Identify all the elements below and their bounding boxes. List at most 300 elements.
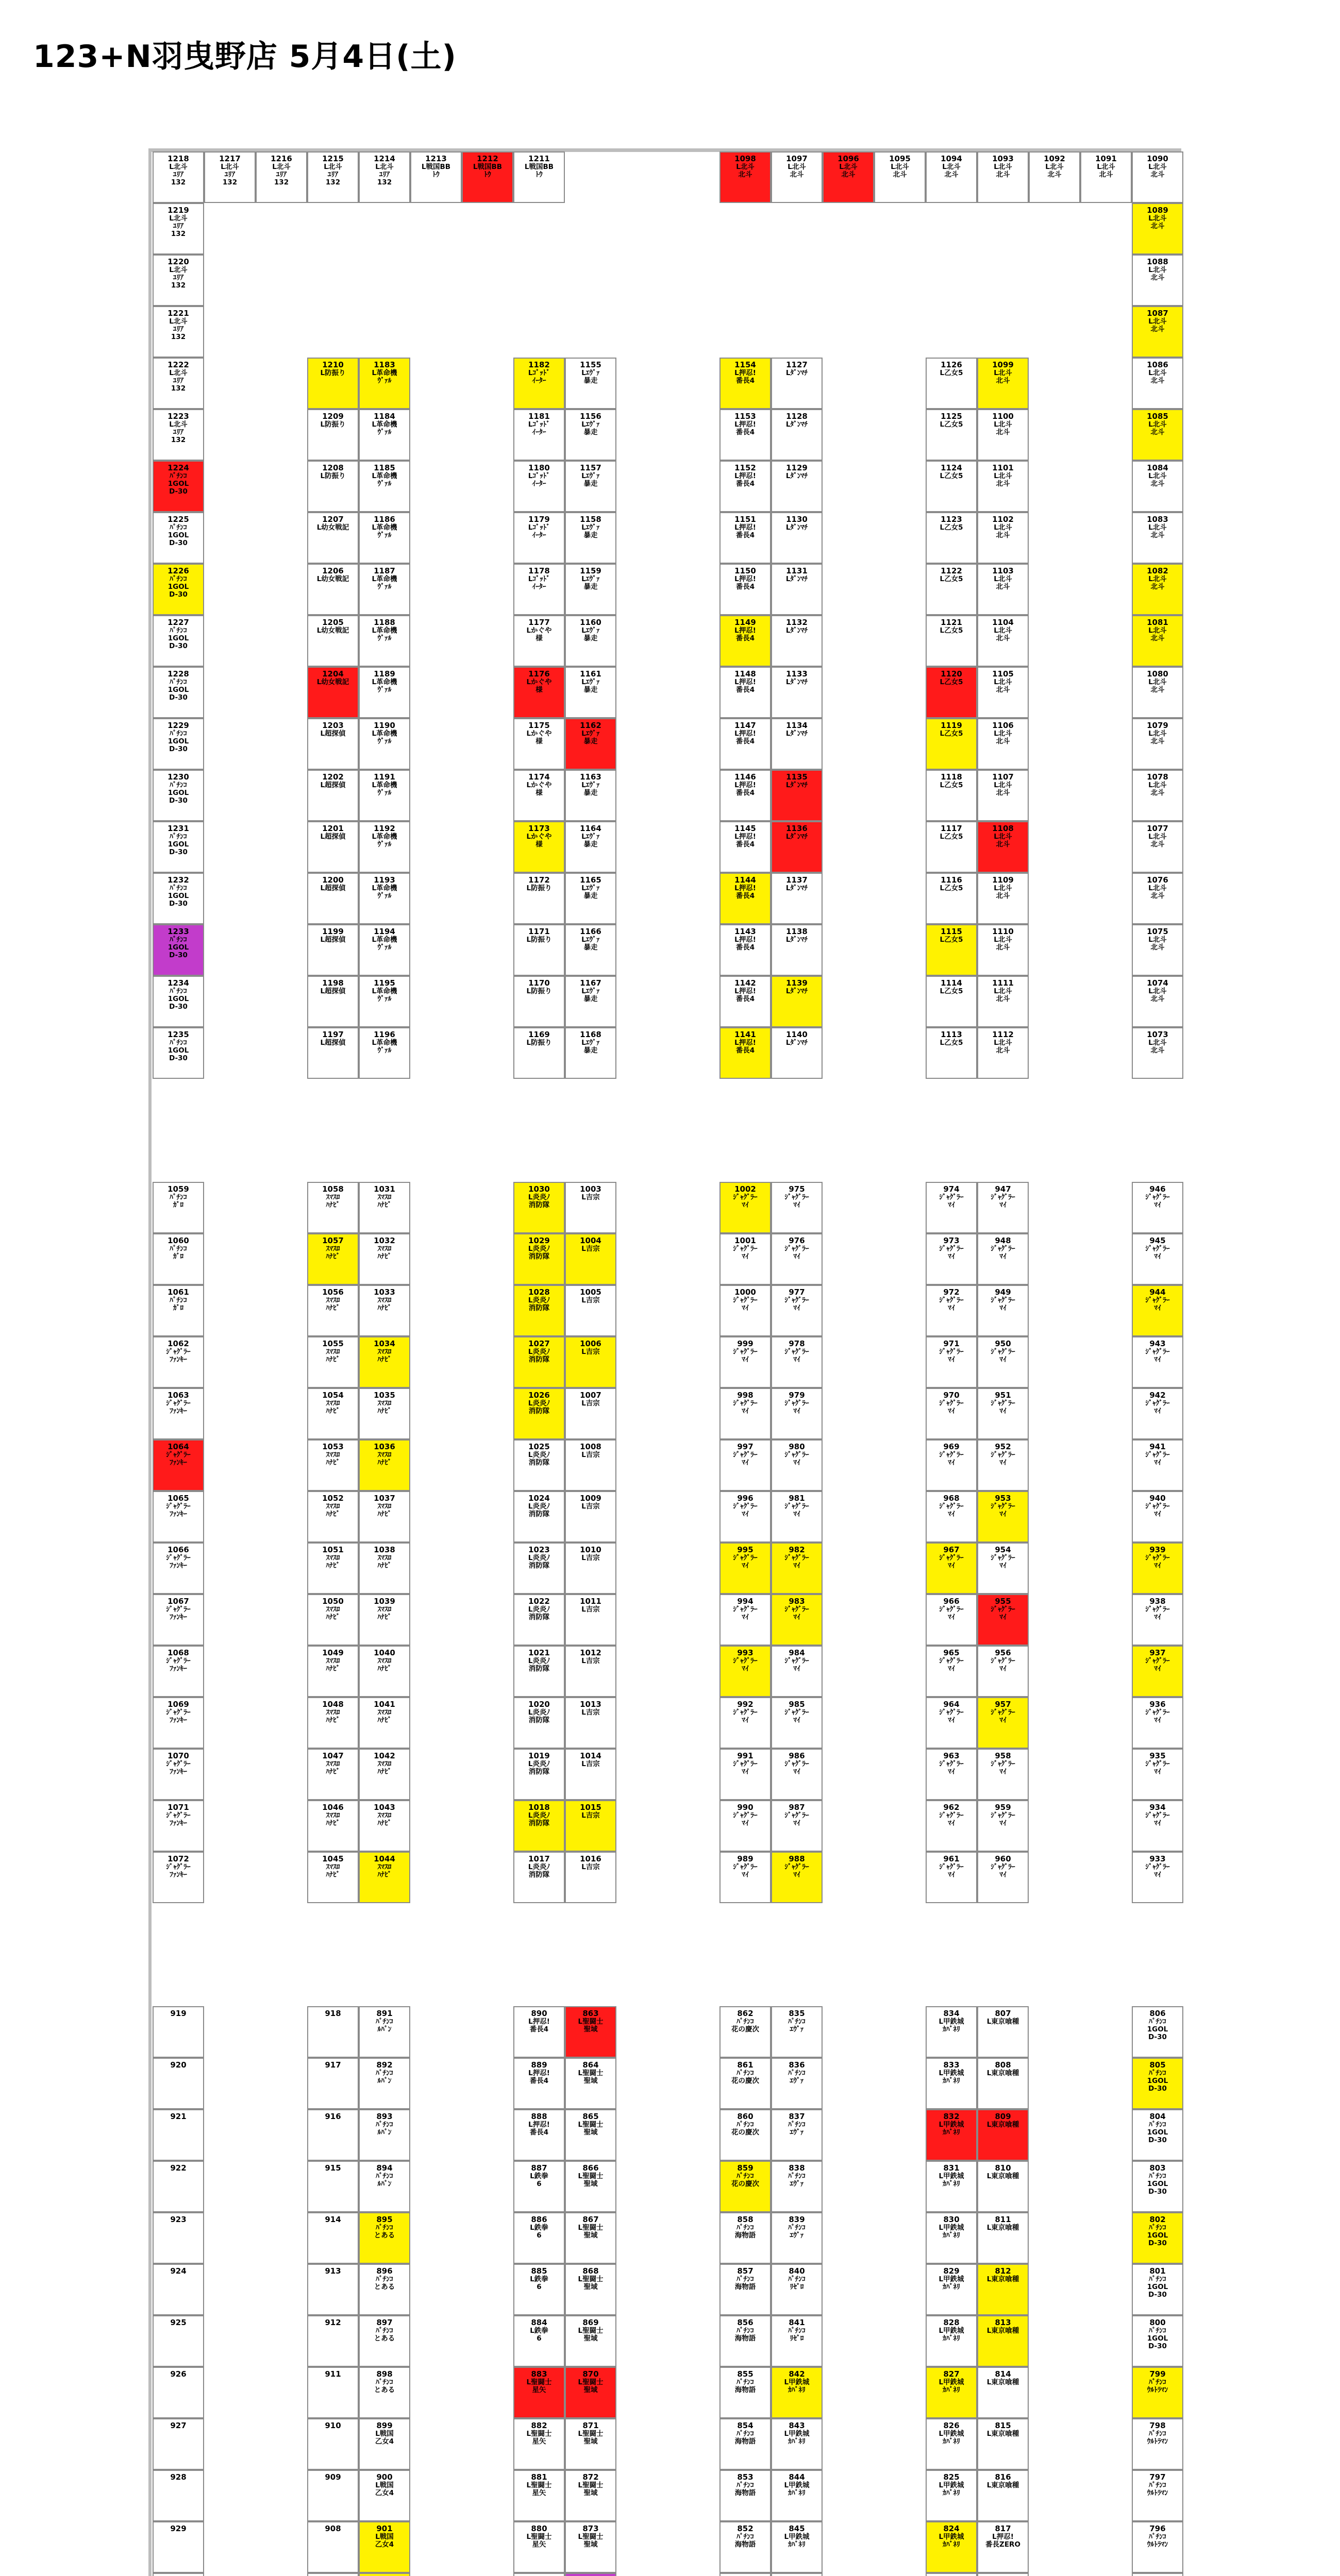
- machine-cell[interactable]: [307, 1285, 359, 1336]
- machine-cell[interactable]: [1132, 718, 1183, 770]
- machine-cell[interactable]: [359, 1336, 410, 1388]
- machine-cell[interactable]: [513, 2521, 565, 2573]
- machine-cell[interactable]: [823, 151, 874, 203]
- machine-cell[interactable]: [565, 821, 616, 873]
- machine-cell[interactable]: [307, 1749, 359, 1800]
- machine-cell[interactable]: [977, 2006, 1029, 2058]
- machine-cell[interactable]: [513, 2315, 565, 2367]
- machine-cell[interactable]: [719, 409, 771, 461]
- machine-cell[interactable]: [153, 1697, 204, 1749]
- machine-cell[interactable]: [719, 2521, 771, 2573]
- machine-cell[interactable]: [153, 1027, 204, 1079]
- machine-cell[interactable]: [513, 1027, 565, 1079]
- machine-cell[interactable]: [926, 1027, 977, 1079]
- machine-cell[interactable]: [565, 1388, 616, 1439]
- machine-cell[interactable]: [771, 2367, 823, 2418]
- machine-cell[interactable]: [565, 2367, 616, 2418]
- machine-cell[interactable]: [926, 1594, 977, 1646]
- machine-cell[interactable]: [513, 2573, 565, 2576]
- machine-cell[interactable]: [719, 1233, 771, 1285]
- machine-cell[interactable]: [307, 821, 359, 873]
- machine-cell[interactable]: [771, 358, 823, 409]
- machine-cell[interactable]: [977, 924, 1029, 976]
- machine-cell[interactable]: [719, 667, 771, 718]
- machine-cell[interactable]: [977, 873, 1029, 924]
- machine-cell[interactable]: [926, 873, 977, 924]
- machine-cell[interactable]: [513, 1543, 565, 1594]
- machine-cell[interactable]: [307, 564, 359, 615]
- machine-cell[interactable]: [719, 1543, 771, 1594]
- machine-cell[interactable]: [513, 2470, 565, 2521]
- machine-cell[interactable]: [719, 821, 771, 873]
- machine-cell[interactable]: [153, 976, 204, 1027]
- machine-cell[interactable]: [977, 2264, 1029, 2315]
- machine-cell[interactable]: [153, 1285, 204, 1336]
- machine-cell[interactable]: [565, 667, 616, 718]
- machine-cell[interactable]: [1132, 409, 1183, 461]
- machine-cell[interactable]: [565, 2264, 616, 2315]
- machine-cell[interactable]: [359, 2109, 410, 2161]
- machine-cell[interactable]: [153, 306, 204, 358]
- machine-cell[interactable]: [513, 1646, 565, 1697]
- machine-cell[interactable]: [307, 2058, 359, 2109]
- machine-cell[interactable]: [153, 1182, 204, 1233]
- machine-cell[interactable]: [462, 151, 513, 203]
- machine-cell[interactable]: [926, 1800, 977, 1852]
- machine-cell[interactable]: [513, 1233, 565, 1285]
- machine-cell[interactable]: [771, 770, 823, 821]
- machine-cell[interactable]: [719, 1439, 771, 1491]
- machine-cell[interactable]: [926, 2367, 977, 2418]
- machine-cell[interactable]: [153, 358, 204, 409]
- machine-cell[interactable]: [771, 2418, 823, 2470]
- machine-cell[interactable]: [307, 1182, 359, 1233]
- machine-cell[interactable]: [926, 409, 977, 461]
- machine-cell[interactable]: [977, 1852, 1029, 1903]
- machine-cell[interactable]: [153, 1594, 204, 1646]
- machine-cell[interactable]: [1132, 2109, 1183, 2161]
- machine-cell[interactable]: [719, 461, 771, 512]
- machine-cell[interactable]: [513, 1336, 565, 1388]
- machine-cell[interactable]: [1132, 255, 1183, 306]
- machine-cell[interactable]: [1132, 1439, 1183, 1491]
- machine-cell[interactable]: [513, 821, 565, 873]
- machine-cell[interactable]: [926, 1233, 977, 1285]
- machine-cell[interactable]: [926, 564, 977, 615]
- machine-cell[interactable]: [926, 2109, 977, 2161]
- machine-cell[interactable]: [153, 1543, 204, 1594]
- machine-cell[interactable]: [926, 976, 977, 1027]
- machine-cell[interactable]: [513, 151, 565, 203]
- machine-cell[interactable]: [926, 2161, 977, 2212]
- machine-cell[interactable]: [977, 615, 1029, 667]
- machine-cell[interactable]: [565, 2109, 616, 2161]
- machine-cell[interactable]: [204, 151, 256, 203]
- machine-cell[interactable]: [1132, 203, 1183, 255]
- machine-cell[interactable]: [926, 1285, 977, 1336]
- machine-cell[interactable]: [307, 151, 359, 203]
- machine-cell[interactable]: [153, 770, 204, 821]
- machine-cell[interactable]: [977, 1800, 1029, 1852]
- machine-cell[interactable]: [771, 151, 823, 203]
- machine-cell[interactable]: [1132, 2161, 1183, 2212]
- machine-cell[interactable]: [719, 1594, 771, 1646]
- machine-cell[interactable]: [719, 1182, 771, 1233]
- machine-cell[interactable]: [359, 1749, 410, 1800]
- machine-cell[interactable]: [926, 1646, 977, 1697]
- machine-cell[interactable]: [771, 976, 823, 1027]
- machine-cell[interactable]: [153, 667, 204, 718]
- machine-cell[interactable]: [359, 2470, 410, 2521]
- machine-cell[interactable]: [565, 976, 616, 1027]
- machine-cell[interactable]: [771, 2109, 823, 2161]
- machine-cell[interactable]: [977, 1543, 1029, 1594]
- machine-cell[interactable]: [307, 1594, 359, 1646]
- machine-cell[interactable]: [719, 976, 771, 1027]
- machine-cell[interactable]: [1132, 1285, 1183, 1336]
- machine-cell[interactable]: [926, 358, 977, 409]
- machine-cell[interactable]: [513, 2367, 565, 2418]
- machine-cell[interactable]: [307, 770, 359, 821]
- machine-cell[interactable]: [771, 1233, 823, 1285]
- machine-cell[interactable]: [926, 667, 977, 718]
- machine-cell[interactable]: [977, 358, 1029, 409]
- machine-cell[interactable]: [307, 1336, 359, 1388]
- machine-cell[interactable]: [153, 1233, 204, 1285]
- machine-cell[interactable]: [513, 718, 565, 770]
- machine-cell[interactable]: [359, 976, 410, 1027]
- machine-cell[interactable]: [359, 1800, 410, 1852]
- machine-cell[interactable]: [926, 1388, 977, 1439]
- machine-cell[interactable]: [1132, 358, 1183, 409]
- machine-cell[interactable]: [513, 1697, 565, 1749]
- machine-cell[interactable]: [359, 2264, 410, 2315]
- machine-cell[interactable]: [153, 2109, 204, 2161]
- machine-cell[interactable]: [1132, 1749, 1183, 1800]
- machine-cell[interactable]: [359, 512, 410, 564]
- machine-cell[interactable]: [719, 2367, 771, 2418]
- machine-cell[interactable]: [926, 718, 977, 770]
- machine-cell[interactable]: [977, 976, 1029, 1027]
- machine-cell[interactable]: [1132, 976, 1183, 1027]
- machine-cell[interactable]: [1132, 2470, 1183, 2521]
- machine-cell[interactable]: [719, 924, 771, 976]
- machine-cell[interactable]: [153, 2161, 204, 2212]
- machine-cell[interactable]: [771, 1027, 823, 1079]
- machine-cell[interactable]: [307, 1439, 359, 1491]
- machine-cell[interactable]: [513, 1491, 565, 1543]
- machine-cell[interactable]: [153, 461, 204, 512]
- machine-cell[interactable]: [153, 2573, 204, 2576]
- machine-cell[interactable]: [977, 2573, 1029, 2576]
- machine-cell[interactable]: [513, 1852, 565, 1903]
- machine-cell[interactable]: [719, 1388, 771, 1439]
- machine-cell[interactable]: [565, 2470, 616, 2521]
- machine-cell[interactable]: [1132, 2521, 1183, 2573]
- machine-cell[interactable]: [771, 2006, 823, 2058]
- machine-cell[interactable]: [719, 2058, 771, 2109]
- machine-cell[interactable]: [565, 461, 616, 512]
- machine-cell[interactable]: [977, 2418, 1029, 2470]
- machine-cell[interactable]: [771, 821, 823, 873]
- machine-cell[interactable]: [307, 667, 359, 718]
- machine-cell[interactable]: [977, 1491, 1029, 1543]
- machine-cell[interactable]: [513, 1285, 565, 1336]
- machine-cell[interactable]: [513, 461, 565, 512]
- machine-cell[interactable]: [565, 2418, 616, 2470]
- machine-cell[interactable]: [926, 2573, 977, 2576]
- machine-cell[interactable]: [926, 1491, 977, 1543]
- machine-cell[interactable]: [565, 1800, 616, 1852]
- machine-cell[interactable]: [719, 2418, 771, 2470]
- machine-cell[interactable]: [926, 1439, 977, 1491]
- machine-cell[interactable]: [565, 1594, 616, 1646]
- machine-cell[interactable]: [977, 1233, 1029, 1285]
- machine-cell[interactable]: [771, 718, 823, 770]
- machine-cell[interactable]: [307, 615, 359, 667]
- machine-cell[interactable]: [1132, 2212, 1183, 2264]
- machine-cell[interactable]: [565, 512, 616, 564]
- machine-cell[interactable]: [307, 1388, 359, 1439]
- machine-cell[interactable]: [977, 2315, 1029, 2367]
- machine-cell[interactable]: [719, 1285, 771, 1336]
- machine-cell[interactable]: [153, 2264, 204, 2315]
- machine-cell[interactable]: [926, 1697, 977, 1749]
- machine-cell[interactable]: [926, 1852, 977, 1903]
- machine-cell[interactable]: [153, 255, 204, 306]
- machine-cell[interactable]: [771, 1852, 823, 1903]
- machine-cell[interactable]: [1132, 873, 1183, 924]
- machine-cell[interactable]: [719, 2315, 771, 2367]
- machine-cell[interactable]: [771, 924, 823, 976]
- machine-cell[interactable]: [513, 2264, 565, 2315]
- machine-cell[interactable]: [771, 2161, 823, 2212]
- machine-cell[interactable]: [771, 2521, 823, 2573]
- machine-cell[interactable]: [359, 770, 410, 821]
- machine-cell[interactable]: [307, 976, 359, 1027]
- machine-cell[interactable]: [359, 2521, 410, 2573]
- machine-cell[interactable]: [771, 512, 823, 564]
- machine-cell[interactable]: [977, 1594, 1029, 1646]
- machine-cell[interactable]: [359, 1594, 410, 1646]
- machine-cell[interactable]: [771, 1491, 823, 1543]
- machine-cell[interactable]: [307, 1233, 359, 1285]
- machine-cell[interactable]: [307, 2367, 359, 2418]
- machine-cell[interactable]: [307, 924, 359, 976]
- machine-cell[interactable]: [359, 718, 410, 770]
- machine-cell[interactable]: [359, 1646, 410, 1697]
- machine-cell[interactable]: [771, 1800, 823, 1852]
- machine-cell[interactable]: [771, 1182, 823, 1233]
- machine-cell[interactable]: [926, 151, 977, 203]
- machine-cell[interactable]: [565, 564, 616, 615]
- machine-cell[interactable]: [1132, 461, 1183, 512]
- machine-cell[interactable]: [926, 2418, 977, 2470]
- machine-cell[interactable]: [153, 2418, 204, 2470]
- machine-cell[interactable]: [410, 151, 462, 203]
- machine-cell[interactable]: [874, 151, 926, 203]
- machine-cell[interactable]: [926, 2058, 977, 2109]
- machine-cell[interactable]: [307, 2264, 359, 2315]
- machine-cell[interactable]: [977, 1697, 1029, 1749]
- machine-cell[interactable]: [153, 2521, 204, 2573]
- machine-cell[interactable]: [359, 151, 410, 203]
- machine-cell[interactable]: [513, 976, 565, 1027]
- machine-cell[interactable]: [153, 409, 204, 461]
- machine-cell[interactable]: [1132, 1388, 1183, 1439]
- machine-cell[interactable]: [719, 1646, 771, 1697]
- machine-cell[interactable]: [513, 1800, 565, 1852]
- machine-cell[interactable]: [771, 1594, 823, 1646]
- machine-cell[interactable]: [771, 1697, 823, 1749]
- machine-cell[interactable]: [771, 1439, 823, 1491]
- machine-cell[interactable]: [977, 1388, 1029, 1439]
- machine-cell[interactable]: [771, 2470, 823, 2521]
- machine-cell[interactable]: [926, 2212, 977, 2264]
- machine-cell[interactable]: [307, 718, 359, 770]
- machine-cell[interactable]: [565, 409, 616, 461]
- machine-cell[interactable]: [719, 1749, 771, 1800]
- machine-cell[interactable]: [977, 1646, 1029, 1697]
- machine-cell[interactable]: [977, 2161, 1029, 2212]
- machine-cell[interactable]: [1132, 1697, 1183, 1749]
- machine-cell[interactable]: [771, 2264, 823, 2315]
- machine-cell[interactable]: [307, 2573, 359, 2576]
- machine-cell[interactable]: [771, 2573, 823, 2576]
- machine-cell[interactable]: [977, 2470, 1029, 2521]
- machine-cell[interactable]: [926, 821, 977, 873]
- machine-cell[interactable]: [153, 718, 204, 770]
- machine-cell[interactable]: [307, 2109, 359, 2161]
- machine-cell[interactable]: [1132, 1800, 1183, 1852]
- machine-cell[interactable]: [1132, 1233, 1183, 1285]
- machine-cell[interactable]: [565, 2006, 616, 2058]
- machine-cell[interactable]: [307, 409, 359, 461]
- machine-cell[interactable]: [153, 1388, 204, 1439]
- machine-cell[interactable]: [719, 512, 771, 564]
- machine-cell[interactable]: [256, 151, 307, 203]
- machine-cell[interactable]: [977, 770, 1029, 821]
- machine-cell[interactable]: [719, 1336, 771, 1388]
- machine-cell[interactable]: [513, 770, 565, 821]
- machine-cell[interactable]: [359, 1439, 410, 1491]
- machine-cell[interactable]: [153, 203, 204, 255]
- machine-cell[interactable]: [1132, 512, 1183, 564]
- machine-cell[interactable]: [1132, 564, 1183, 615]
- machine-cell[interactable]: [307, 358, 359, 409]
- machine-cell[interactable]: [359, 564, 410, 615]
- machine-cell[interactable]: [926, 2315, 977, 2367]
- machine-cell[interactable]: [359, 2058, 410, 2109]
- machine-cell[interactable]: [1132, 615, 1183, 667]
- machine-cell[interactable]: [771, 1336, 823, 1388]
- machine-cell[interactable]: [977, 718, 1029, 770]
- machine-cell[interactable]: [307, 1491, 359, 1543]
- machine-cell[interactable]: [359, 461, 410, 512]
- machine-cell[interactable]: [359, 2161, 410, 2212]
- machine-cell[interactable]: [565, 2315, 616, 2367]
- machine-cell[interactable]: [771, 1646, 823, 1697]
- machine-cell[interactable]: [771, 2315, 823, 2367]
- machine-cell[interactable]: [977, 821, 1029, 873]
- machine-cell[interactable]: [926, 2470, 977, 2521]
- machine-cell[interactable]: [565, 1749, 616, 1800]
- machine-cell[interactable]: [565, 770, 616, 821]
- machine-cell[interactable]: [719, 873, 771, 924]
- machine-cell[interactable]: [307, 512, 359, 564]
- machine-cell[interactable]: [359, 2418, 410, 2470]
- machine-cell[interactable]: [977, 1336, 1029, 1388]
- machine-cell[interactable]: [565, 718, 616, 770]
- machine-cell[interactable]: [1132, 2006, 1183, 2058]
- machine-cell[interactable]: [359, 1233, 410, 1285]
- machine-cell[interactable]: [359, 358, 410, 409]
- machine-cell[interactable]: [719, 2573, 771, 2576]
- machine-cell[interactable]: [307, 1697, 359, 1749]
- machine-cell[interactable]: [359, 2573, 410, 2576]
- machine-cell[interactable]: [771, 1285, 823, 1336]
- machine-cell[interactable]: [719, 2470, 771, 2521]
- machine-cell[interactable]: [513, 1388, 565, 1439]
- machine-cell[interactable]: [926, 1543, 977, 1594]
- machine-cell[interactable]: [359, 667, 410, 718]
- machine-cell[interactable]: [565, 1646, 616, 1697]
- machine-cell[interactable]: [1132, 821, 1183, 873]
- machine-cell[interactable]: [307, 1800, 359, 1852]
- machine-cell[interactable]: [359, 2367, 410, 2418]
- machine-cell[interactable]: [565, 2521, 616, 2573]
- machine-cell[interactable]: [513, 512, 565, 564]
- machine-cell[interactable]: [565, 1182, 616, 1233]
- machine-cell[interactable]: [771, 2212, 823, 2264]
- machine-cell[interactable]: [359, 1491, 410, 1543]
- machine-cell[interactable]: [771, 409, 823, 461]
- machine-cell[interactable]: [926, 2006, 977, 2058]
- machine-cell[interactable]: [153, 2315, 204, 2367]
- machine-cell[interactable]: [307, 2315, 359, 2367]
- machine-cell[interactable]: [771, 667, 823, 718]
- machine-cell[interactable]: [1132, 1646, 1183, 1697]
- machine-cell[interactable]: [565, 873, 616, 924]
- machine-cell[interactable]: [926, 2264, 977, 2315]
- machine-cell[interactable]: [1132, 2058, 1183, 2109]
- machine-cell[interactable]: [1132, 306, 1183, 358]
- machine-cell[interactable]: [771, 564, 823, 615]
- machine-cell[interactable]: [153, 1800, 204, 1852]
- machine-cell[interactable]: [513, 2109, 565, 2161]
- machine-cell[interactable]: [771, 461, 823, 512]
- machine-cell[interactable]: [565, 1027, 616, 1079]
- machine-cell[interactable]: [565, 358, 616, 409]
- machine-cell[interactable]: [359, 2315, 410, 2367]
- machine-cell[interactable]: [771, 1543, 823, 1594]
- machine-cell[interactable]: [153, 2470, 204, 2521]
- machine-cell[interactable]: [565, 1852, 616, 1903]
- machine-cell[interactable]: [565, 1491, 616, 1543]
- machine-cell[interactable]: [719, 2109, 771, 2161]
- machine-cell[interactable]: [153, 1646, 204, 1697]
- machine-cell[interactable]: [1132, 2315, 1183, 2367]
- machine-cell[interactable]: [771, 873, 823, 924]
- machine-cell[interactable]: [307, 2418, 359, 2470]
- machine-cell[interactable]: [719, 615, 771, 667]
- machine-cell[interactable]: [926, 615, 977, 667]
- machine-cell[interactable]: [153, 821, 204, 873]
- machine-cell[interactable]: [977, 2212, 1029, 2264]
- machine-cell[interactable]: [513, 615, 565, 667]
- machine-cell[interactable]: [153, 1439, 204, 1491]
- machine-cell[interactable]: [926, 924, 977, 976]
